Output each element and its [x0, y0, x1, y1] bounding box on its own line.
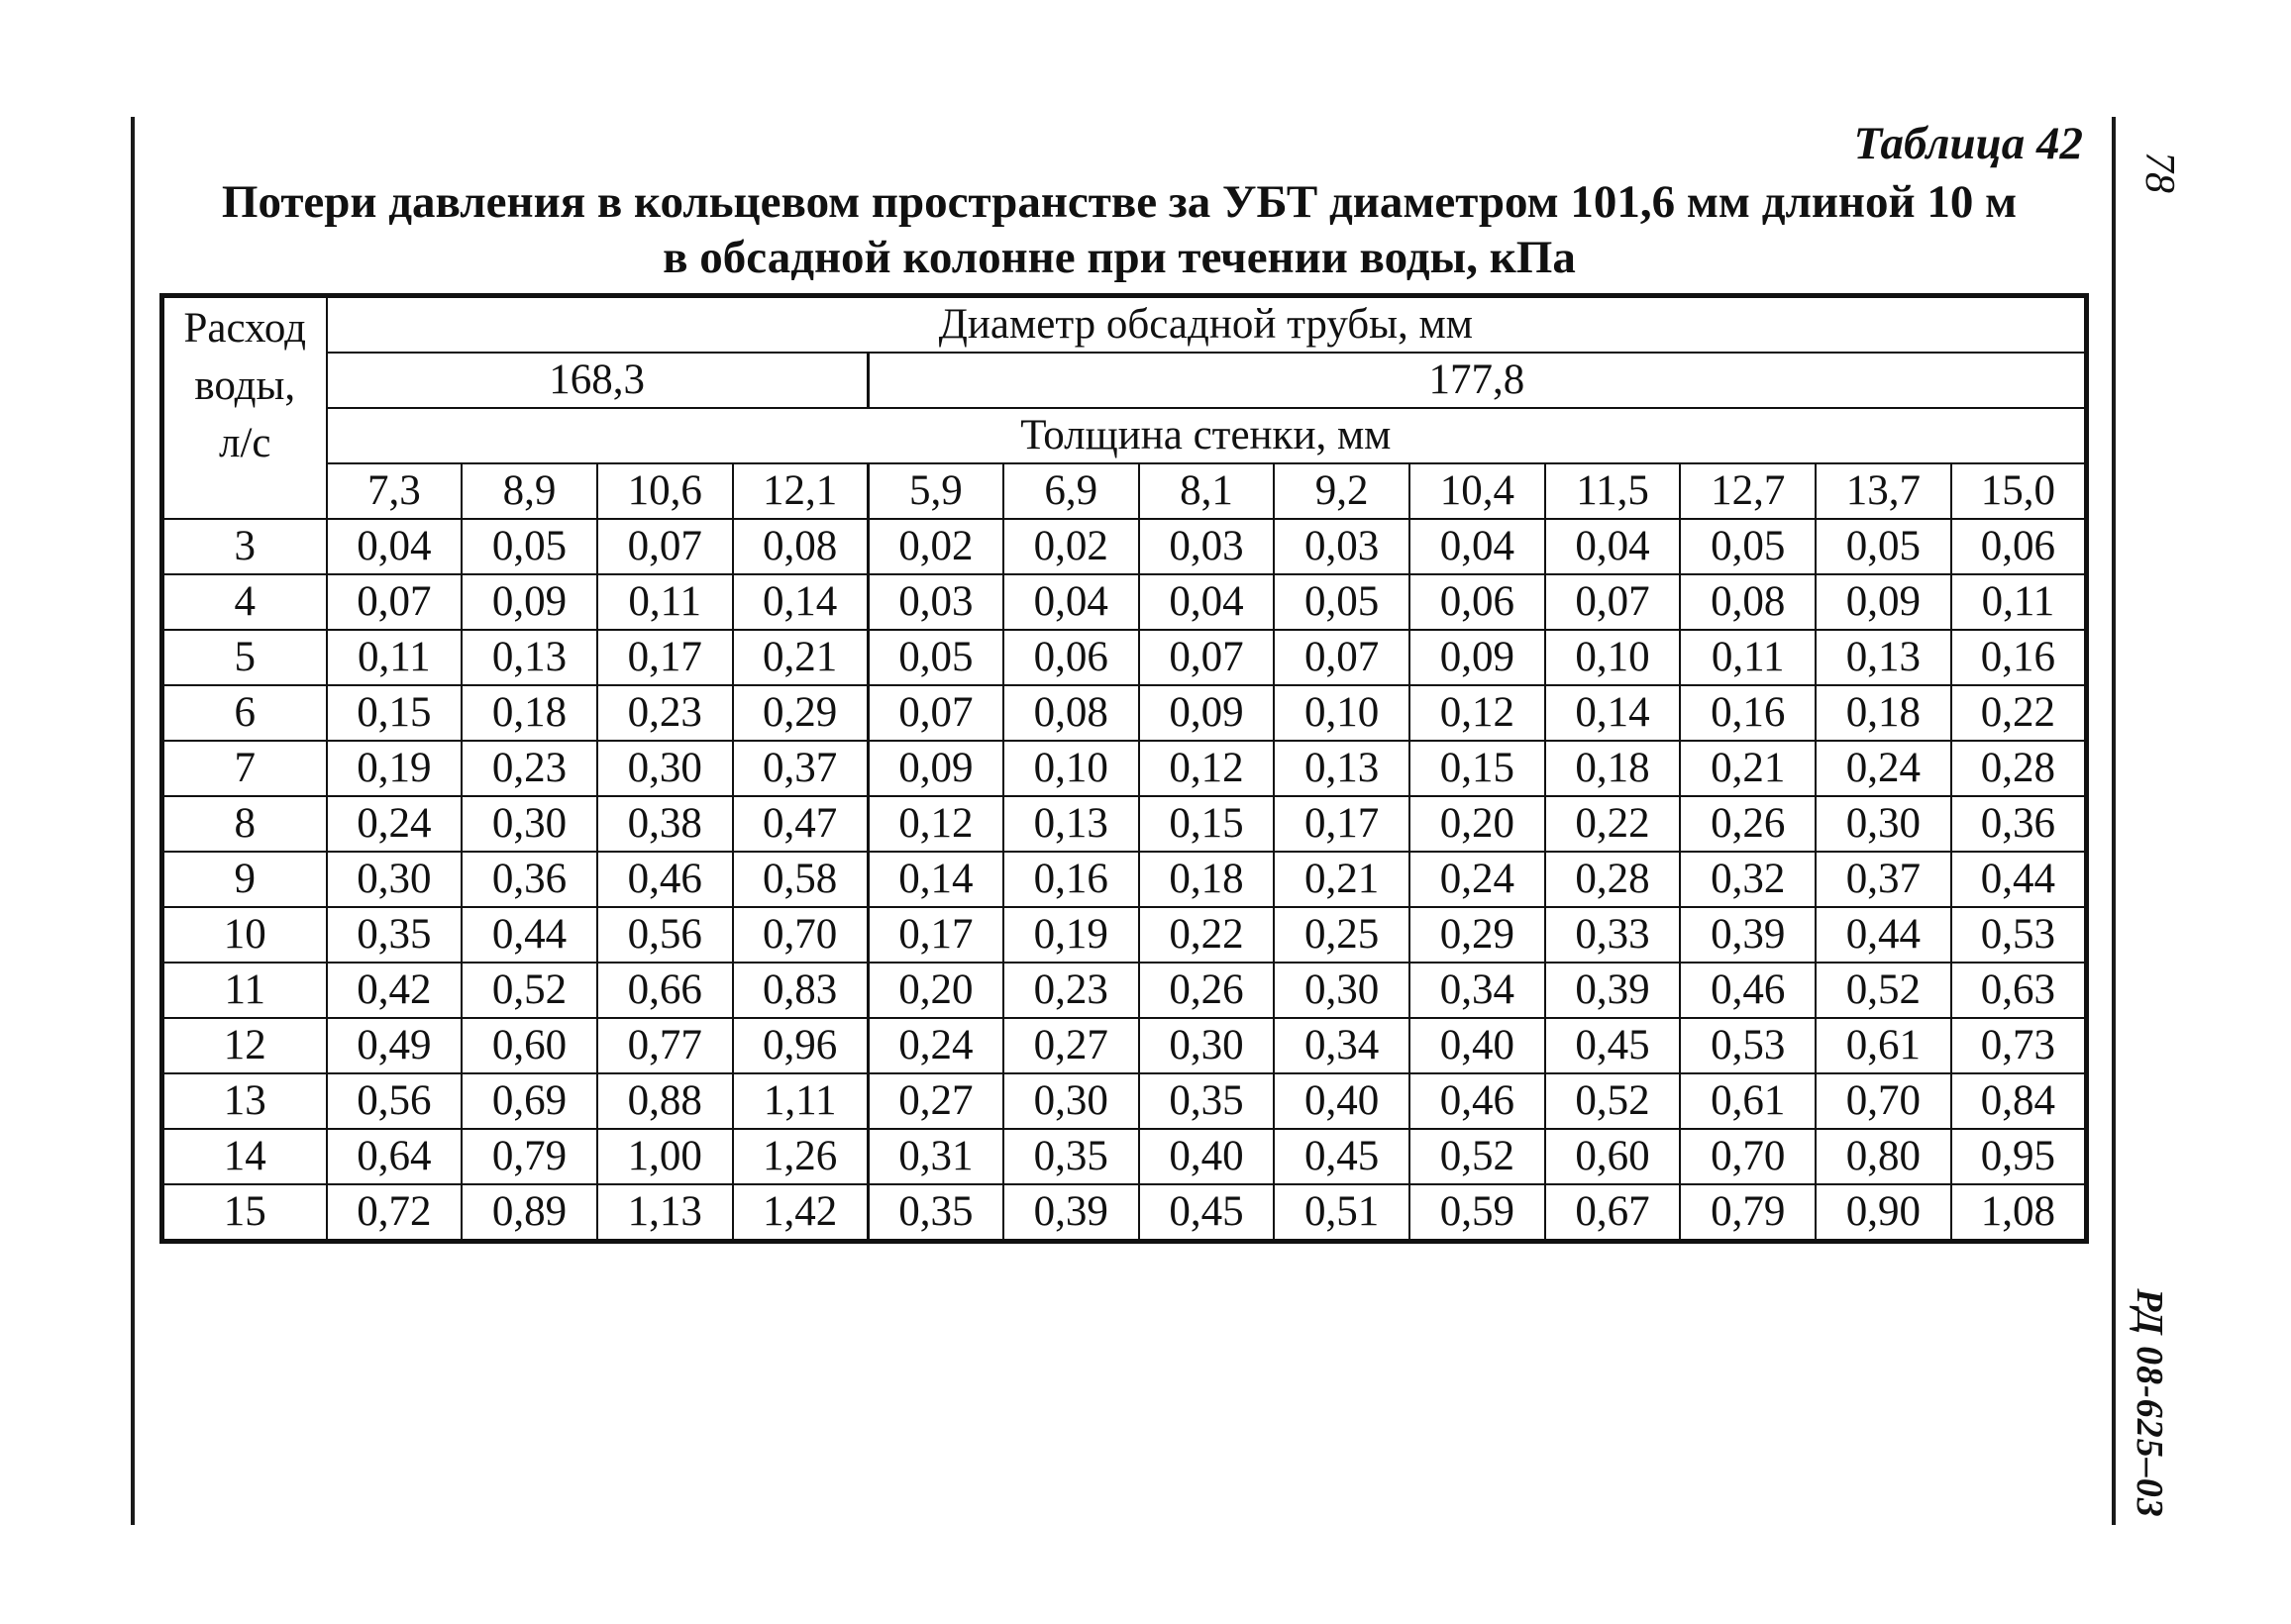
- pressure-loss-cell: 0,16: [1680, 685, 1816, 741]
- pressure-loss-cell: 0,30: [327, 852, 463, 907]
- pressure-loss-cell: 0,22: [1139, 907, 1275, 963]
- wall-thickness-value: 10,6: [597, 463, 733, 519]
- table-row: [162, 852, 2087, 907]
- pressure-loss-cell: 0,08: [1680, 574, 1816, 630]
- flow-rate-cell: 7: [162, 741, 327, 796]
- pressure-loss-cell: 0,04: [1139, 574, 1275, 630]
- pressure-loss-cell: 0,19: [327, 741, 463, 796]
- pressure-loss-cell: 0,35: [1139, 1073, 1275, 1129]
- flow-rate-cell: 8: [162, 796, 327, 852]
- table-row: [162, 963, 2087, 1018]
- page-number: 78: [2136, 152, 2182, 193]
- pressure-loss-cell: 0,16: [1951, 630, 2087, 685]
- pressure-loss-cell: 0,09: [1139, 685, 1275, 741]
- wall-thickness-value: 13,7: [1816, 463, 1951, 519]
- pressure-loss-cell: 0,07: [868, 685, 1003, 741]
- pressure-loss-cell: 0,34: [1409, 963, 1545, 1018]
- pressure-loss-cell: 0,06: [1409, 574, 1545, 630]
- pressure-loss-cell: 0,07: [327, 574, 463, 630]
- pressure-loss-cell: 0,35: [1003, 1129, 1139, 1184]
- pressure-loss-cell: 0,84: [1951, 1073, 2087, 1129]
- left-margin-rule: [131, 117, 135, 1525]
- right-margin-rule: [2112, 117, 2116, 1525]
- flow-rate-cell: 5: [162, 630, 327, 685]
- pressure-loss-cell: 0,28: [1545, 852, 1681, 907]
- flow-rate-header-line-3: л/с: [219, 420, 271, 466]
- pressure-loss-cell: 0,03: [1274, 519, 1409, 574]
- table-row: [162, 1018, 2087, 1073]
- wall-thickness-value: 12,7: [1680, 463, 1816, 519]
- pressure-loss-cell: 0,95: [1951, 1129, 2087, 1184]
- pressure-loss-cell: 1,42: [733, 1184, 869, 1242]
- pressure-loss-cell: 0,69: [462, 1073, 597, 1129]
- pressure-loss-cell: 0,53: [1951, 907, 2087, 963]
- header-row-diameter-values: [162, 353, 2087, 408]
- pressure-loss-cell: 0,09: [462, 574, 597, 630]
- pressure-loss-cell: 0,60: [462, 1018, 597, 1073]
- pressure-loss-cell: 0,40: [1139, 1129, 1275, 1184]
- document-code: РД 08-625–03: [2129, 1288, 2170, 1518]
- pressure-loss-cell: 0,23: [462, 741, 597, 796]
- flow-rate-cell: 15: [162, 1184, 327, 1242]
- wall-thickness-value: 7,3: [327, 463, 463, 519]
- pressure-loss-cell: 0,07: [1545, 574, 1681, 630]
- flow-rate-cell: 10: [162, 907, 327, 963]
- pressure-loss-cell: 0,67: [1545, 1184, 1681, 1242]
- pressure-loss-cell: 0,12: [1139, 741, 1275, 796]
- flow-rate-cell: 13: [162, 1073, 327, 1129]
- pressure-loss-cell: 0,32: [1680, 852, 1816, 907]
- header-row-diameter: [162, 296, 2087, 354]
- pressure-loss-cell: 0,30: [1003, 1073, 1139, 1129]
- pressure-loss-cell: 0,51: [1274, 1184, 1409, 1242]
- table-row: [162, 1129, 2087, 1184]
- flow-rate-cell: 11: [162, 963, 327, 1018]
- pressure-loss-cell: 0,70: [733, 907, 869, 963]
- pressure-loss-cell: 0,15: [1409, 741, 1545, 796]
- pressure-loss-cell: 0,79: [462, 1129, 597, 1184]
- pressure-loss-cell: 0,14: [1545, 685, 1681, 741]
- flow-rate-cell: 6: [162, 685, 327, 741]
- pressure-loss-cell: 0,08: [733, 519, 869, 574]
- pressure-loss-cell: 0,42: [327, 963, 463, 1018]
- pressure-loss-cell: 0,27: [1003, 1018, 1139, 1073]
- pressure-loss-cell: 0,30: [597, 741, 733, 796]
- pressure-loss-cell: 0,39: [1680, 907, 1816, 963]
- pressure-loss-cell: 0,44: [1816, 907, 1951, 963]
- table-row: [162, 741, 2087, 796]
- wall-thickness-value: 15,0: [1951, 463, 2087, 519]
- pressure-loss-cell: 0,53: [1680, 1018, 1816, 1073]
- pressure-loss-cell: 0,47: [733, 796, 869, 852]
- pressure-loss-cell: 0,37: [733, 741, 869, 796]
- wall-thickness-header: Толщина стенки, мм: [327, 408, 2087, 463]
- pressure-loss-cell: 0,96: [733, 1018, 869, 1073]
- pressure-loss-cell: 0,15: [1139, 796, 1275, 852]
- table-row: [162, 1184, 2087, 1242]
- pressure-loss-cell: 0,64: [327, 1129, 463, 1184]
- pressure-loss-cell: 0,30: [462, 796, 597, 852]
- pressure-loss-cell: 0,66: [597, 963, 733, 1018]
- pressure-loss-cell: 0,20: [1409, 796, 1545, 852]
- pressure-loss-cell: 0,36: [462, 852, 597, 907]
- pressure-loss-cell: 0,18: [1139, 852, 1275, 907]
- pressure-loss-cell: 1,11: [733, 1073, 869, 1129]
- pressure-loss-cell: 0,27: [868, 1073, 1003, 1129]
- pressure-loss-cell: 0,30: [1274, 963, 1409, 1018]
- pressure-loss-cell: 0,30: [1139, 1018, 1275, 1073]
- pressure-loss-cell: 0,13: [1816, 630, 1951, 685]
- pressure-loss-cell: 0,17: [597, 630, 733, 685]
- pressure-loss-cell: 0,19: [1003, 907, 1139, 963]
- pressure-loss-cell: 0,03: [1139, 519, 1275, 574]
- pressure-loss-cell: 0,28: [1951, 741, 2087, 796]
- pressure-loss-cell: 0,11: [597, 574, 733, 630]
- pressure-loss-cell: 0,46: [597, 852, 733, 907]
- pressure-loss-cell: 0,52: [1545, 1073, 1681, 1129]
- pressure-loss-cell: 1,26: [733, 1129, 869, 1184]
- pressure-loss-cell: 0,09: [868, 741, 1003, 796]
- table-label: Таблица 42: [1853, 118, 2083, 169]
- pressure-loss-cell: 0,77: [597, 1018, 733, 1073]
- wall-thickness-value: 6,9: [1003, 463, 1139, 519]
- flow-rate-header-line-2: воды,: [194, 362, 296, 409]
- table-title-line-2: в обсадной колонне при течении воды, кПа: [663, 232, 1576, 283]
- pressure-loss-cell: 0,05: [1274, 574, 1409, 630]
- pressure-loss-cell: 0,29: [733, 685, 869, 741]
- pressure-loss-cell: 0,17: [1274, 796, 1409, 852]
- flow-rate-cell: 3: [162, 519, 327, 574]
- pressure-loss-cell: 0,56: [597, 907, 733, 963]
- table-title-line-1: Потери давления в кольцевом пространстве за УБТ диаметром 101,6 мм длиной 10 м: [221, 176, 2018, 228]
- flow-rate-cell: 12: [162, 1018, 327, 1073]
- pressure-loss-cell: 0,38: [597, 796, 733, 852]
- table-row: [162, 796, 2087, 852]
- diameter-value: 168,3: [327, 353, 869, 408]
- pressure-loss-cell: 0,39: [1545, 963, 1681, 1018]
- flow-rate-cell: 14: [162, 1129, 327, 1184]
- pressure-loss-cell: 0,05: [1816, 519, 1951, 574]
- pressure-loss-cell: 0,09: [1409, 630, 1545, 685]
- header-row-wall: [162, 408, 2087, 463]
- pressure-loss-cell: 0,21: [1274, 852, 1409, 907]
- pressure-loss-cell: 0,06: [1951, 519, 2087, 574]
- pressure-loss-cell: 0,58: [733, 852, 869, 907]
- pressure-loss-cell: 0,22: [1951, 685, 2087, 741]
- wall-thickness-value: 12,1: [733, 463, 869, 519]
- wall-thickness-value: 5,9: [868, 463, 1003, 519]
- pressure-loss-cell: 0,02: [1003, 519, 1139, 574]
- pressure-loss-cell: 0,35: [327, 907, 463, 963]
- pressure-loss-cell: 0,07: [1274, 630, 1409, 685]
- pressure-loss-cell: 0,44: [1951, 852, 2087, 907]
- pressure-loss-cell: 0,22: [1545, 796, 1681, 852]
- pressure-loss-cell: 0,04: [1003, 574, 1139, 630]
- pressure-loss-cell: 0,12: [868, 796, 1003, 852]
- pressure-loss-cell: 0,07: [597, 519, 733, 574]
- table-row: [162, 685, 2087, 741]
- pressure-loss-cell: 0,11: [327, 630, 463, 685]
- pressure-loss-cell: 0,33: [1545, 907, 1681, 963]
- pressure-loss-cell: 0,30: [1816, 796, 1951, 852]
- pressure-loss-cell: 0,34: [1274, 1018, 1409, 1073]
- pressure-loss-cell: 0,14: [733, 574, 869, 630]
- pressure-loss-cell: 0,49: [327, 1018, 463, 1073]
- pressure-loss-cell: 0,40: [1409, 1018, 1545, 1073]
- pressure-loss-cell: 0,14: [868, 852, 1003, 907]
- table-row: [162, 574, 2087, 630]
- wall-thickness-value: 8,9: [462, 463, 597, 519]
- pressure-loss-cell: 0,21: [733, 630, 869, 685]
- pressure-loss-cell: 0,61: [1816, 1018, 1951, 1073]
- pressure-loss-cell: 0,05: [868, 630, 1003, 685]
- pressure-loss-table: [159, 293, 2089, 1244]
- pressure-loss-cell: 0,04: [1545, 519, 1681, 574]
- pressure-loss-cell: 0,40: [1274, 1073, 1409, 1129]
- pressure-loss-cell: 0,83: [733, 963, 869, 1018]
- pressure-loss-cell: 0,70: [1680, 1129, 1816, 1184]
- pressure-loss-cell: 0,10: [1003, 741, 1139, 796]
- pressure-loss-cell: 0,46: [1680, 963, 1816, 1018]
- pressure-loss-cell: 0,45: [1274, 1129, 1409, 1184]
- pressure-loss-cell: 0,07: [1139, 630, 1275, 685]
- pressure-loss-cell: 0,88: [597, 1073, 733, 1129]
- wall-thickness-value: 8,1: [1139, 463, 1275, 519]
- pressure-loss-cell: 0,03: [868, 574, 1003, 630]
- pressure-loss-cell: 0,24: [1409, 852, 1545, 907]
- pressure-loss-cell: 0,52: [1409, 1129, 1545, 1184]
- pressure-loss-cell: 0,70: [1816, 1073, 1951, 1129]
- pressure-loss-cell: 0,44: [462, 907, 597, 963]
- pressure-loss-cell: 0,80: [1816, 1129, 1951, 1184]
- pressure-loss-cell: 0,46: [1409, 1073, 1545, 1129]
- pressure-loss-cell: 0,05: [462, 519, 597, 574]
- pressure-loss-cell: 1,00: [597, 1129, 733, 1184]
- pressure-loss-cell: 0,12: [1409, 685, 1545, 741]
- pressure-loss-cell: 0,52: [1816, 963, 1951, 1018]
- pressure-loss-cell: 0,11: [1680, 630, 1816, 685]
- pressure-loss-cell: 0,35: [868, 1184, 1003, 1242]
- pressure-loss-cell: 0,15: [327, 685, 463, 741]
- diameter-value: 177,8: [868, 353, 2086, 408]
- pressure-loss-cell: 0,16: [1003, 852, 1139, 907]
- pressure-loss-cell: 0,72: [327, 1184, 463, 1242]
- pressure-loss-cell: 0,29: [1409, 907, 1545, 963]
- pressure-loss-cell: 0,36: [1951, 796, 2087, 852]
- pressure-loss-cell: 0,37: [1816, 852, 1951, 907]
- table-row: [162, 630, 2087, 685]
- table-row: [162, 907, 2087, 963]
- pressure-loss-cell: 0,11: [1951, 574, 2087, 630]
- pressure-loss-cell: 1,08: [1951, 1184, 2087, 1242]
- pressure-loss-cell: 0,24: [327, 796, 463, 852]
- pressure-loss-cell: 0,21: [1680, 741, 1816, 796]
- wall-thickness-value: 9,2: [1274, 463, 1409, 519]
- wall-thickness-value: 10,4: [1409, 463, 1545, 519]
- pressure-loss-cell: 0,24: [1816, 741, 1951, 796]
- pressure-loss-cell: 0,60: [1545, 1129, 1681, 1184]
- pressure-loss-cell: 0,20: [868, 963, 1003, 1018]
- pressure-loss-cell: 0,18: [1545, 741, 1681, 796]
- pressure-loss-cell: 0,18: [462, 685, 597, 741]
- pressure-loss-cell: 0,10: [1274, 685, 1409, 741]
- pressure-loss-cell: 0,23: [597, 685, 733, 741]
- pressure-loss-cell: 0,10: [1545, 630, 1681, 685]
- pressure-loss-cell: 0,18: [1816, 685, 1951, 741]
- pressure-loss-cell: 0,89: [462, 1184, 597, 1242]
- flow-rate-cell: 9: [162, 852, 327, 907]
- pressure-loss-cell: 0,90: [1816, 1184, 1951, 1242]
- wall-thickness-value: 11,5: [1545, 463, 1681, 519]
- pressure-loss-cell: 0,02: [868, 519, 1003, 574]
- table-row: [162, 519, 2087, 574]
- pressure-loss-cell: 0,13: [462, 630, 597, 685]
- pressure-loss-cell: 0,13: [1003, 796, 1139, 852]
- pressure-loss-cell: 0,13: [1274, 741, 1409, 796]
- pressure-loss-cell: 0,45: [1545, 1018, 1681, 1073]
- pressure-loss-cell: 0,73: [1951, 1018, 2087, 1073]
- header-row-wall-values: [162, 463, 2087, 519]
- pressure-loss-cell: 0,05: [1680, 519, 1816, 574]
- pressure-loss-cell: 0,52: [462, 963, 597, 1018]
- pressure-loss-cell: 0,06: [1003, 630, 1139, 685]
- pressure-loss-cell: 0,24: [868, 1018, 1003, 1073]
- pressure-loss-cell: 0,04: [1409, 519, 1545, 574]
- pressure-loss-cell: 0,45: [1139, 1184, 1275, 1242]
- table-row: [162, 1073, 2087, 1129]
- flow-rate-header-line-1: Расход: [183, 305, 307, 352]
- pressure-loss-cell: 0,63: [1951, 963, 2087, 1018]
- pressure-loss-cell: 0,23: [1003, 963, 1139, 1018]
- pressure-loss-cell: 0,31: [868, 1129, 1003, 1184]
- pressure-loss-cell: 0,61: [1680, 1073, 1816, 1129]
- pressure-loss-cell: 0,26: [1139, 963, 1275, 1018]
- pressure-loss-cell: 0,04: [327, 519, 463, 574]
- pressure-loss-cell: 0,79: [1680, 1184, 1816, 1242]
- diameter-header: Диаметр обсадной трубы, мм: [327, 296, 2087, 354]
- pressure-loss-cell: 0,25: [1274, 907, 1409, 963]
- pressure-loss-cell: 0,09: [1816, 574, 1951, 630]
- pressure-loss-cell: 0,56: [327, 1073, 463, 1129]
- flow-rate-header: [162, 296, 327, 520]
- pressure-loss-cell: 0,26: [1680, 796, 1816, 852]
- pressure-loss-cell: 0,59: [1409, 1184, 1545, 1242]
- pressure-loss-cell: 1,13: [597, 1184, 733, 1242]
- pressure-loss-cell: 0,39: [1003, 1184, 1139, 1242]
- pressure-loss-cell: 0,17: [868, 907, 1003, 963]
- pressure-loss-cell: 0,08: [1003, 685, 1139, 741]
- flow-rate-cell: 4: [162, 574, 327, 630]
